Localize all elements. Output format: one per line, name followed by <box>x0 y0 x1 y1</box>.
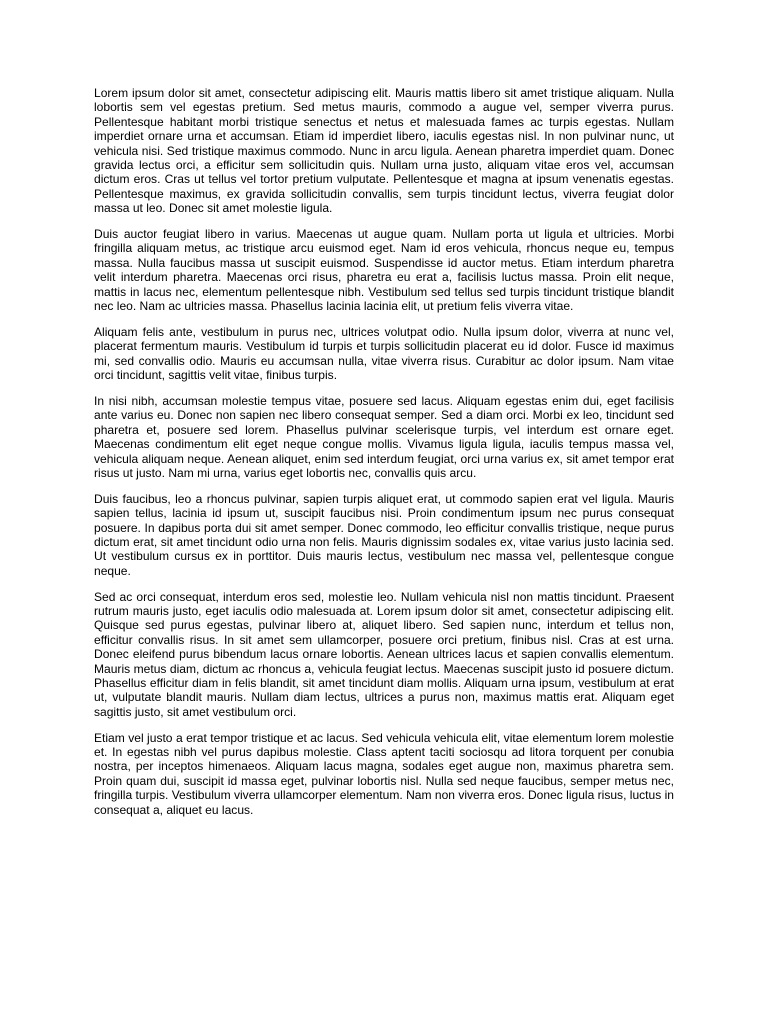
paragraph-3: Aliquam felis ante, vestibulum in purus nec, ultrices volutpat odio. Nulla ipsum dolor, viverra at nunc vel, placerat fermentum mauris. Vestibulum id turpis et turpis sollicitudin placerat eu id dolor. Fusce id maximus mi, sed convallis odio. Mauris eu accumsan nulla, vitae viverra risus. Curabitur ac dolor ipsum. Nam vitae orci tincidunt, sagittis velit vitae, finibus turpis. <box>94 324 674 383</box>
paragraph-4: In nisi nibh, accumsan molestie tempus vitae, posuere sed lacus. Aliquam egestas enim dui, eget facilisis ante varius eu. Donec non sapien nec libero consequat semper. Sed a diam orci. Morbi ex leo, tincidunt sed pharetra et, posuere sed lorem. Phasellus pulvinar scelerisque turpis, vel interdum est ornare eget. Maecenas condimentum elit eget neque congue mollis. Vivamus ligula ligula, iaculis tempus massa vel, vehicula aliquam neque. Aenean aliquet, enim sed interdum feugiat, orci urna varius ex, sit amet tempor erat risus ut justo. Nam mi urna, varius eget lobortis nec, convallis quis arcu. <box>94 393 674 480</box>
paragraph-2: Duis auctor feugiat libero in varius. Maecenas ut augue quam. Nullam porta ut ligula et ultricies. Morbi fringilla aliquam metus, ac tristique arcu euismod eget. Nam id eros vehicula, rhoncus neque eu, tempus massa. Nulla faucibus massa ut suscipit euismod. Suspendisse id auctor metus. Etiam interdum pharetra velit interdum pharetra. Maecenas orci risus, pharetra eu erat a, facilisis luctus massa. Proin elit neque, mattis in lacus nec, elementum pellentesque nibh. Vestibulum sed tellus sed turpis tincidunt tristique blandit nec leo. Nam ac ultricies massa. Phasellus lacinia lacinia elit, ut pretium felis viverra vitae. <box>94 227 674 314</box>
document-page <box>94 86 674 828</box>
paragraph-7: Etiam vel justo a erat tempor tristique et ac lacus. Sed vehicula vehicula elit, vitae elementum lorem molestie et. In egestas nibh vel purus dapibus molestie. Class aptent taciti sociosqu ad litora torquent per conubia nostra, per inceptos himenaeos. Aliquam lacus magna, sodales eget augue non, maximus pharetra sem. Proin quam dui, suscipit id massa eget, pulvinar lobortis nisl. Nulla sed neque faucibus, semper metus nec, fringilla turpis. Vestibulum viverra ullamcorper elementum. Nam non viverra eros. Donec ligula risus, luctus in consequat a, aliquet eu lacus. <box>94 730 674 817</box>
paragraph-1: Lorem ipsum dolor sit amet, consectetur adipiscing elit. Mauris mattis libero sit amet tristique aliquam. Nulla lobortis sem vel egestas pretium. Sed metus mauris, commodo a augue vel, semper viverra purus. Pellentesque habitant morbi tristique senectus et netus et malesuada fames ac turpis egestas. Nullam imperdiet ornare urna et accumsan. Etiam id imperdiet libero, iaculis egestas nisl. In non pulvinar nunc, ut vehicula nisi. Sed tristique maximus commodo. Nunc in arcu ligula. Aenean pharetra imperdiet quam. Donec gravida lectus orci, a efficitur sem sollicitudin quis. Nullam urna justo, aliquam vitae eros vel, accumsan dictum eros. Cras ut tellus vel tortor pretium vulputate. Pellentesque et magna at ipsum venenatis egestas. Pellentesque maximus, ex gravida sollicitudin convallis, sem turpis tincidunt lectus, viverra feugiat dolor massa ut leo. Donec sit amet molestie ligula. <box>94 86 674 216</box>
paragraph-5: Duis faucibus, leo a rhoncus pulvinar, sapien turpis aliquet erat, ut commodo sapien erat vel ligula. Mauris sapien tellus, lacinia id ipsum ut, suscipit faucibus nisi. Proin condimentum ipsum nec purus consequat posuere. In dapibus porta dui sit amet semper. Donec commodo, leo efficitur convallis tristique, neque purus dictum erat, sit amet tincidunt odio urna non felis. Mauris dignissim sodales ex, vitae varius justo lacinia sed. Ut vestibulum cursus ex in porttitor. Duis mauris lectus, vestibulum nec massa vel, pellentesque congue neque. <box>94 491 674 578</box>
paragraph-6: Sed ac orci consequat, interdum eros sed, molestie leo. Nullam vehicula nisl non mattis tincidunt. Praesent rutrum mauris justo, eget iaculis odio malesuada at. Lorem ipsum dolor sit amet, consectetur adipiscing elit. Quisque sed purus egestas, pulvinar libero at, aliquet libero. Sed sapien nunc, interdum et tellus non, efficitur convallis risus. In sit amet sem ullamcorper, posuere orci pretium, finibus nisl. Cras at est urna. Donec eleifend purus bibendum lacus ornare lobortis. Aenean ultrices lacus et sapien convallis elementum. Mauris metus diam, dictum ac rhoncus a, vehicula feugiat lectus. Maecenas suscipit justo id posuere dictum. Phasellus efficitur diam in felis blandit, sit amet tincidunt diam mollis. Aliquam urna ipsum, vestibulum at erat ut, vulputate blandit mauris. Nullam diam lectus, ultrices a purus non, maximus mattis erat. Aliquam eget sagittis justo, sit amet vestibulum orci. <box>94 589 674 719</box>
